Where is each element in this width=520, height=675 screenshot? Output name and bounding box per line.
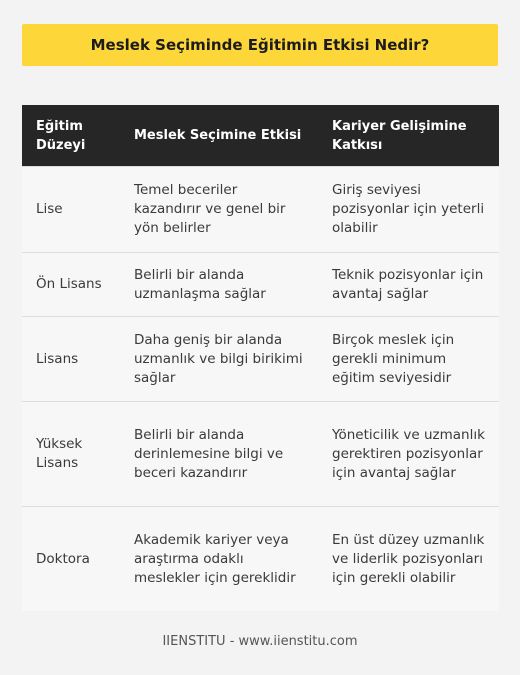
table-cell-contribution: Giriş seviyesi pozisyonlar için yeterli olabilir (318, 167, 499, 253)
page-title: Meslek Seçiminde Eğitimin Etkisi Nedir? (90, 36, 430, 54)
footer-credit: IIENSTITU - www.iienstitu.com (162, 634, 358, 649)
table-cell-level: Yüksek Lisans (22, 402, 120, 507)
table-cell-effect: Akademik kariyer veya araştırma odaklı meslekler için gereklidir (120, 507, 318, 612)
table-header-row (22, 105, 499, 167)
column-header-career-development: Kariyer Gelişimine Katkısı (318, 105, 499, 167)
table-cell-level: Ön Lisans (22, 253, 120, 317)
table-cell-contribution: En üst düzey uzmanlık ve liderlik pozisyonları için gerekli olabilir (318, 507, 499, 612)
table-row (22, 507, 499, 612)
table-cell-level: Lisans (22, 317, 120, 402)
table-cell-level: Doktora (22, 507, 120, 612)
table-cell-level: Lise (22, 167, 120, 253)
table-row (22, 167, 499, 253)
column-header-education-level: Eğitim Düzeyi (22, 105, 120, 167)
table-row (22, 317, 499, 402)
education-table (22, 105, 499, 611)
column-header-career-choice-effect: Meslek Seçimine Etkisi (120, 105, 318, 167)
table-row (22, 253, 499, 317)
table-cell-contribution: Birçok meslek için gerekli minimum eğitim seviyesidir (318, 317, 499, 402)
table-cell-effect: Temel beceriler kazandırır ve genel bir yön belirler (120, 167, 318, 253)
table-row (22, 402, 499, 507)
table-cell-effect: Belirli bir alanda uzmanlaşma sağlar (120, 253, 318, 317)
table-cell-effect: Belirli bir alanda derinlemesine bilgi ve beceri kazandırır (120, 402, 318, 507)
table-cell-effect: Daha geniş bir alanda uzmanlık ve bilgi birikimi sağlar (120, 317, 318, 402)
table-cell-contribution: Teknik pozisyonlar için avantaj sağlar (318, 253, 499, 317)
table-cell-contribution: Yöneticilik ve uzmanlık gerektiren pozisyonlar için avantaj sağlar (318, 402, 499, 507)
title-banner (22, 24, 498, 66)
